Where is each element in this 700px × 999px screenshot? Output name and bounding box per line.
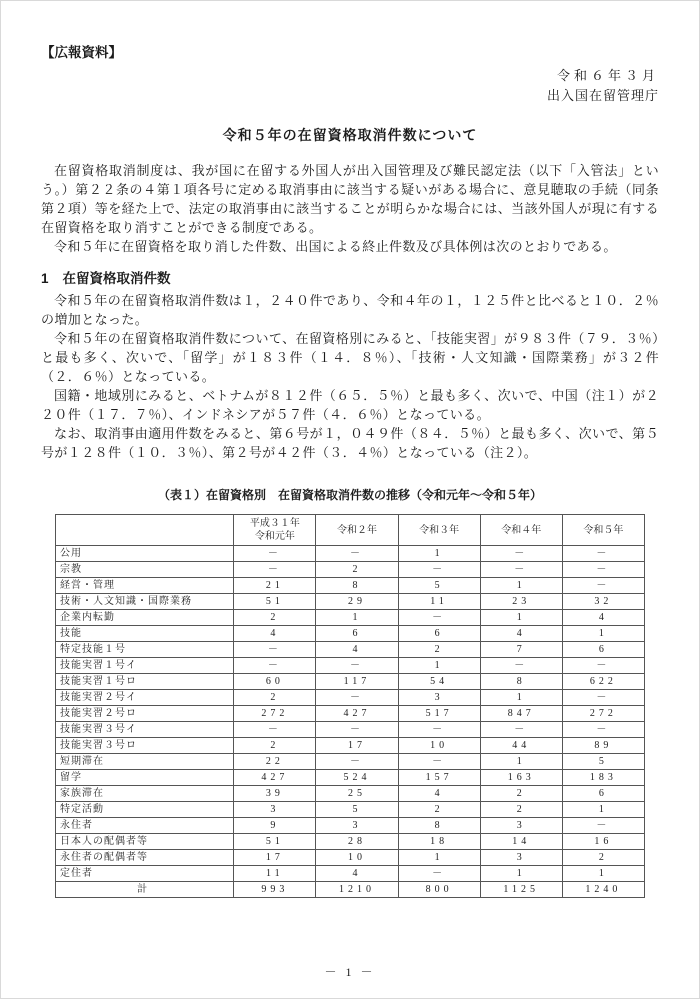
value-cell: － <box>480 562 562 578</box>
value-cell: － <box>234 658 316 674</box>
value-cell: 163 <box>480 770 562 786</box>
section1-heading-text: 在留資格取消件数 <box>62 271 171 286</box>
value-cell: 1125 <box>480 882 562 898</box>
table-row <box>56 882 645 898</box>
row-label: 家族滞在 <box>56 786 234 802</box>
section1-paragraph: 令和５年の在留資格取消件数について、在留資格別にみると、「技能実習」が９８３件（７９．３％）と最も多く、次いで、「留学」が１８３件（１４．８％）、「技術・人文知識・国際業務」が３２件（２．６％）となっている。 <box>41 331 659 384</box>
row-label: 永住者 <box>56 818 234 834</box>
row-label: 技術・人文知識・国際業務 <box>56 594 234 610</box>
date-line: 令和６年３月 <box>556 68 659 83</box>
value-cell: 51 <box>234 594 316 610</box>
table1-col-header: 平成３１年 令和元年 <box>234 515 316 546</box>
value-cell: 1210 <box>316 882 398 898</box>
table-row <box>56 562 645 578</box>
value-cell: 10 <box>398 738 480 754</box>
value-cell: － <box>480 658 562 674</box>
intro-paragraph: 在留資格取消制度は、我が国に在留する外国人が出入国管理及び難民認定法（以下「入管法」という。）第２２条の４第１項各号に定める取消事由に該当する疑いがある場合に、意見聴取の手続（同条第２項）等を経た上で、法定の取消事由に該当することが明らかな場合には、当該外国人が現に有する在留資格を取り消すことができる制度である。 <box>41 163 659 235</box>
table-row <box>56 594 645 610</box>
value-cell: 8 <box>316 578 398 594</box>
value-cell: 18 <box>398 834 480 850</box>
value-cell: 272 <box>234 706 316 722</box>
value-cell: 4 <box>316 642 398 658</box>
value-cell: － <box>562 578 644 594</box>
table1-col-header: 令和４年 <box>480 515 562 546</box>
value-cell: 7 <box>480 642 562 658</box>
value-cell: 32 <box>562 594 644 610</box>
value-cell: － <box>562 690 644 706</box>
row-label: 特定技能１号 <box>56 642 234 658</box>
value-cell: － <box>562 546 644 562</box>
value-cell: 6 <box>316 626 398 642</box>
row-label: 技能実習１号ロ <box>56 674 234 690</box>
section1-paragraph: なお、取消事由適用件数をみると、第６号が１，０４９件（８４．５％）と最も多く、次いで、第５号が１２８件（１０．３％）、第２号が４２件（３．４％）となっている（注２）。 <box>41 426 659 460</box>
row-label: 技能 <box>56 626 234 642</box>
value-cell: 6 <box>562 642 644 658</box>
intro-section <box>41 161 659 256</box>
table-row <box>56 690 645 706</box>
value-cell: － <box>316 754 398 770</box>
value-cell: 9 <box>234 818 316 834</box>
section1-paragraph: 令和５年の在留資格取消件数は１，２４０件であり、令和４年の１，１２５件と比べると１０．２％の増加となった。 <box>41 293 659 327</box>
value-cell: － <box>398 754 480 770</box>
section1-heading <box>41 269 659 288</box>
row-label: 特定活動 <box>56 802 234 818</box>
table-row <box>56 706 645 722</box>
row-label: 日本人の配偶者等 <box>56 834 234 850</box>
value-cell: 39 <box>234 786 316 802</box>
value-cell: 2 <box>480 786 562 802</box>
table-row <box>56 866 645 882</box>
table-row <box>56 546 645 562</box>
table1 <box>55 514 645 898</box>
value-cell: 1 <box>480 866 562 882</box>
value-cell: 2 <box>562 850 644 866</box>
value-cell: 524 <box>316 770 398 786</box>
value-cell: 3 <box>480 850 562 866</box>
row-label: 公用 <box>56 546 234 562</box>
value-cell: 6 <box>562 786 644 802</box>
value-cell: 51 <box>234 834 316 850</box>
value-cell: 1 <box>316 610 398 626</box>
value-cell: 117 <box>316 674 398 690</box>
value-cell: 157 <box>398 770 480 786</box>
value-cell: 1 <box>398 546 480 562</box>
table1-col-header: 令和５年 <box>562 515 644 546</box>
table1-col-header: 令和２年 <box>316 515 398 546</box>
value-cell: － <box>316 690 398 706</box>
value-cell: 427 <box>316 706 398 722</box>
value-cell: 3 <box>398 690 480 706</box>
value-cell: － <box>562 722 644 738</box>
row-label: 定住者 <box>56 866 234 882</box>
value-cell: － <box>480 722 562 738</box>
value-cell: 1 <box>562 626 644 642</box>
value-cell: 4 <box>398 786 480 802</box>
row-label: 技能実習１号イ <box>56 658 234 674</box>
value-cell: － <box>398 610 480 626</box>
value-cell: 5 <box>398 578 480 594</box>
value-cell: 22 <box>234 754 316 770</box>
value-cell: － <box>480 546 562 562</box>
value-cell: 11 <box>398 594 480 610</box>
value-cell: － <box>398 866 480 882</box>
value-cell: － <box>562 818 644 834</box>
value-cell: 1 <box>562 866 644 882</box>
value-cell: 1 <box>562 802 644 818</box>
value-cell: 3 <box>234 802 316 818</box>
value-cell: 1 <box>480 578 562 594</box>
value-cell: 517 <box>398 706 480 722</box>
row-label: 計 <box>56 882 234 898</box>
page-number: － 1 － <box>324 965 376 979</box>
section1-paragraph: 国籍・地域別にみると、ベトナムが８１２件（６５．５％）と最も多く、次いで、中国（注１）が２２０件（１７．７％）、インドネシアが５７件（４．６％）となっている。 <box>41 388 659 422</box>
row-label: 技能実習２号ロ <box>56 706 234 722</box>
value-cell: 8 <box>480 674 562 690</box>
value-cell: － <box>562 562 644 578</box>
value-cell: 54 <box>398 674 480 690</box>
value-cell: 1 <box>398 658 480 674</box>
value-cell: 427 <box>234 770 316 786</box>
section1-number: 1 <box>41 271 49 286</box>
value-cell: 6 <box>398 626 480 642</box>
section1-body <box>41 291 659 462</box>
value-cell: 1240 <box>562 882 644 898</box>
value-cell: － <box>398 562 480 578</box>
value-cell: 1 <box>398 850 480 866</box>
doc-label: 【広報資料】 <box>41 45 122 60</box>
row-label: 技能実習２号イ <box>56 690 234 706</box>
value-cell: 3 <box>480 818 562 834</box>
value-cell: 14 <box>480 834 562 850</box>
document-header-right <box>41 66 659 106</box>
value-cell: 993 <box>234 882 316 898</box>
value-cell: － <box>398 722 480 738</box>
value-cell: 2 <box>234 610 316 626</box>
row-label: 技能実習３号イ <box>56 722 234 738</box>
table-row <box>56 658 645 674</box>
value-cell: 23 <box>480 594 562 610</box>
table1-header-row <box>56 515 645 546</box>
table-row <box>56 818 645 834</box>
value-cell: － <box>234 546 316 562</box>
value-cell: 11 <box>234 866 316 882</box>
value-cell: 4 <box>316 866 398 882</box>
table-row <box>56 610 645 626</box>
value-cell: 1 <box>480 754 562 770</box>
table-row <box>56 578 645 594</box>
value-cell: － <box>234 722 316 738</box>
value-cell: － <box>562 658 644 674</box>
value-cell: 17 <box>316 738 398 754</box>
row-label: 企業内転勤 <box>56 610 234 626</box>
value-cell: 5 <box>562 754 644 770</box>
value-cell: 800 <box>398 882 480 898</box>
value-cell: 29 <box>316 594 398 610</box>
row-label: 宗教 <box>56 562 234 578</box>
value-cell: － <box>316 546 398 562</box>
table1-corner-cell <box>56 515 234 546</box>
value-cell: 17 <box>234 850 316 866</box>
table-row <box>56 770 645 786</box>
value-cell: 1 <box>480 690 562 706</box>
row-label: 経営・管理 <box>56 578 234 594</box>
value-cell: 21 <box>234 578 316 594</box>
value-cell: 1 <box>480 610 562 626</box>
value-cell: 28 <box>316 834 398 850</box>
value-cell: 2 <box>316 562 398 578</box>
table-row <box>56 850 645 866</box>
table-row <box>56 642 645 658</box>
agency-name: 出入国在留管理庁 <box>546 88 659 103</box>
value-cell: 10 <box>316 850 398 866</box>
value-cell: － <box>316 722 398 738</box>
value-cell: 2 <box>234 690 316 706</box>
value-cell: 44 <box>480 738 562 754</box>
value-cell: 89 <box>562 738 644 754</box>
table1-col-header: 令和３年 <box>398 515 480 546</box>
row-label: 短期滞在 <box>56 754 234 770</box>
value-cell: 4 <box>234 626 316 642</box>
value-cell: 847 <box>480 706 562 722</box>
value-cell: 25 <box>316 786 398 802</box>
table-row <box>56 834 645 850</box>
value-cell: 4 <box>480 626 562 642</box>
value-cell: 5 <box>316 802 398 818</box>
table-row <box>56 754 645 770</box>
value-cell: 60 <box>234 674 316 690</box>
value-cell: 8 <box>398 818 480 834</box>
value-cell: 2 <box>480 802 562 818</box>
value-cell: － <box>234 642 316 658</box>
row-label: 留学 <box>56 770 234 786</box>
row-label: 永住者の配偶者等 <box>56 850 234 866</box>
table-row <box>56 722 645 738</box>
value-cell: 2 <box>398 802 480 818</box>
value-cell: 16 <box>562 834 644 850</box>
value-cell: 4 <box>562 610 644 626</box>
table-row <box>56 674 645 690</box>
value-cell: 3 <box>316 818 398 834</box>
intro-paragraph: 令和５年に在留資格を取り消した件数、出国による終止件数及び具体例は次のとおりである。 <box>54 239 617 254</box>
page-title: 令和５年の在留資格取消件数について <box>222 127 478 143</box>
value-cell: － <box>234 562 316 578</box>
value-cell: 183 <box>562 770 644 786</box>
table1-body <box>56 546 645 898</box>
value-cell: 272 <box>562 706 644 722</box>
value-cell: － <box>316 658 398 674</box>
value-cell: 622 <box>562 674 644 690</box>
table-row <box>56 738 645 754</box>
table-row <box>56 786 645 802</box>
row-label: 技能実習３号ロ <box>56 738 234 754</box>
value-cell: 2 <box>234 738 316 754</box>
table-row <box>56 626 645 642</box>
table-row <box>56 802 645 818</box>
value-cell: 2 <box>398 642 480 658</box>
table1-caption: （表１）在留資格別 在留資格取消件数の推移（令和元年～令和５年） <box>157 488 542 502</box>
